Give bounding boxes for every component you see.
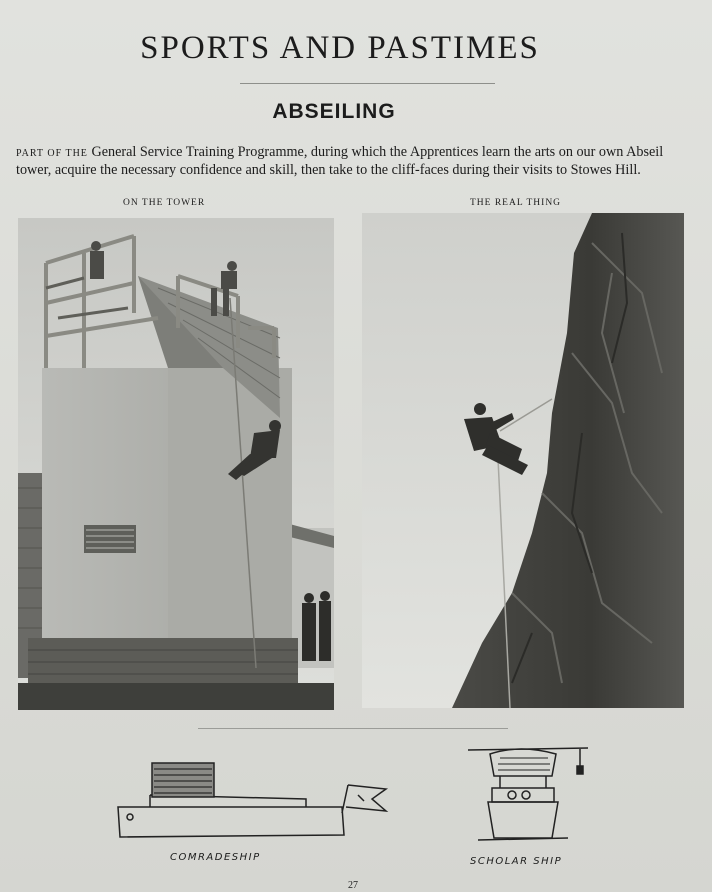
photo-caption-tower: ON THE TOWER bbox=[123, 198, 206, 208]
bottom-divider bbox=[198, 728, 508, 729]
page-number: 27 bbox=[348, 880, 358, 891]
cartoon-scholarship-drawing bbox=[460, 740, 600, 850]
photo-cliff-abseil bbox=[362, 213, 684, 708]
intro-body: General Service Training Programme, during which the Apprentices learn the arts on our own Abseil tower, acquire the necessary confidence and skill, then take to the cliff-faces during their visits to Stowes Hill. bbox=[16, 144, 664, 178]
section-heading: ABSEILING bbox=[272, 100, 396, 123]
intro-paragraph bbox=[16, 144, 676, 178]
page-title: SPORTS AND PASTIMES bbox=[140, 30, 540, 66]
photo-caption-cliff: THE REAL THING bbox=[470, 198, 562, 208]
photo-abseil-tower bbox=[18, 218, 334, 710]
title-divider bbox=[240, 83, 495, 84]
cartoon-label-scholarship: SCHOLAR SHIP bbox=[470, 856, 563, 867]
cartoon-ship-drawing bbox=[110, 755, 400, 850]
cartoon-label-comradeship: COMRADESHIP bbox=[170, 852, 261, 863]
intro-lead: PART OF THE bbox=[16, 148, 88, 159]
